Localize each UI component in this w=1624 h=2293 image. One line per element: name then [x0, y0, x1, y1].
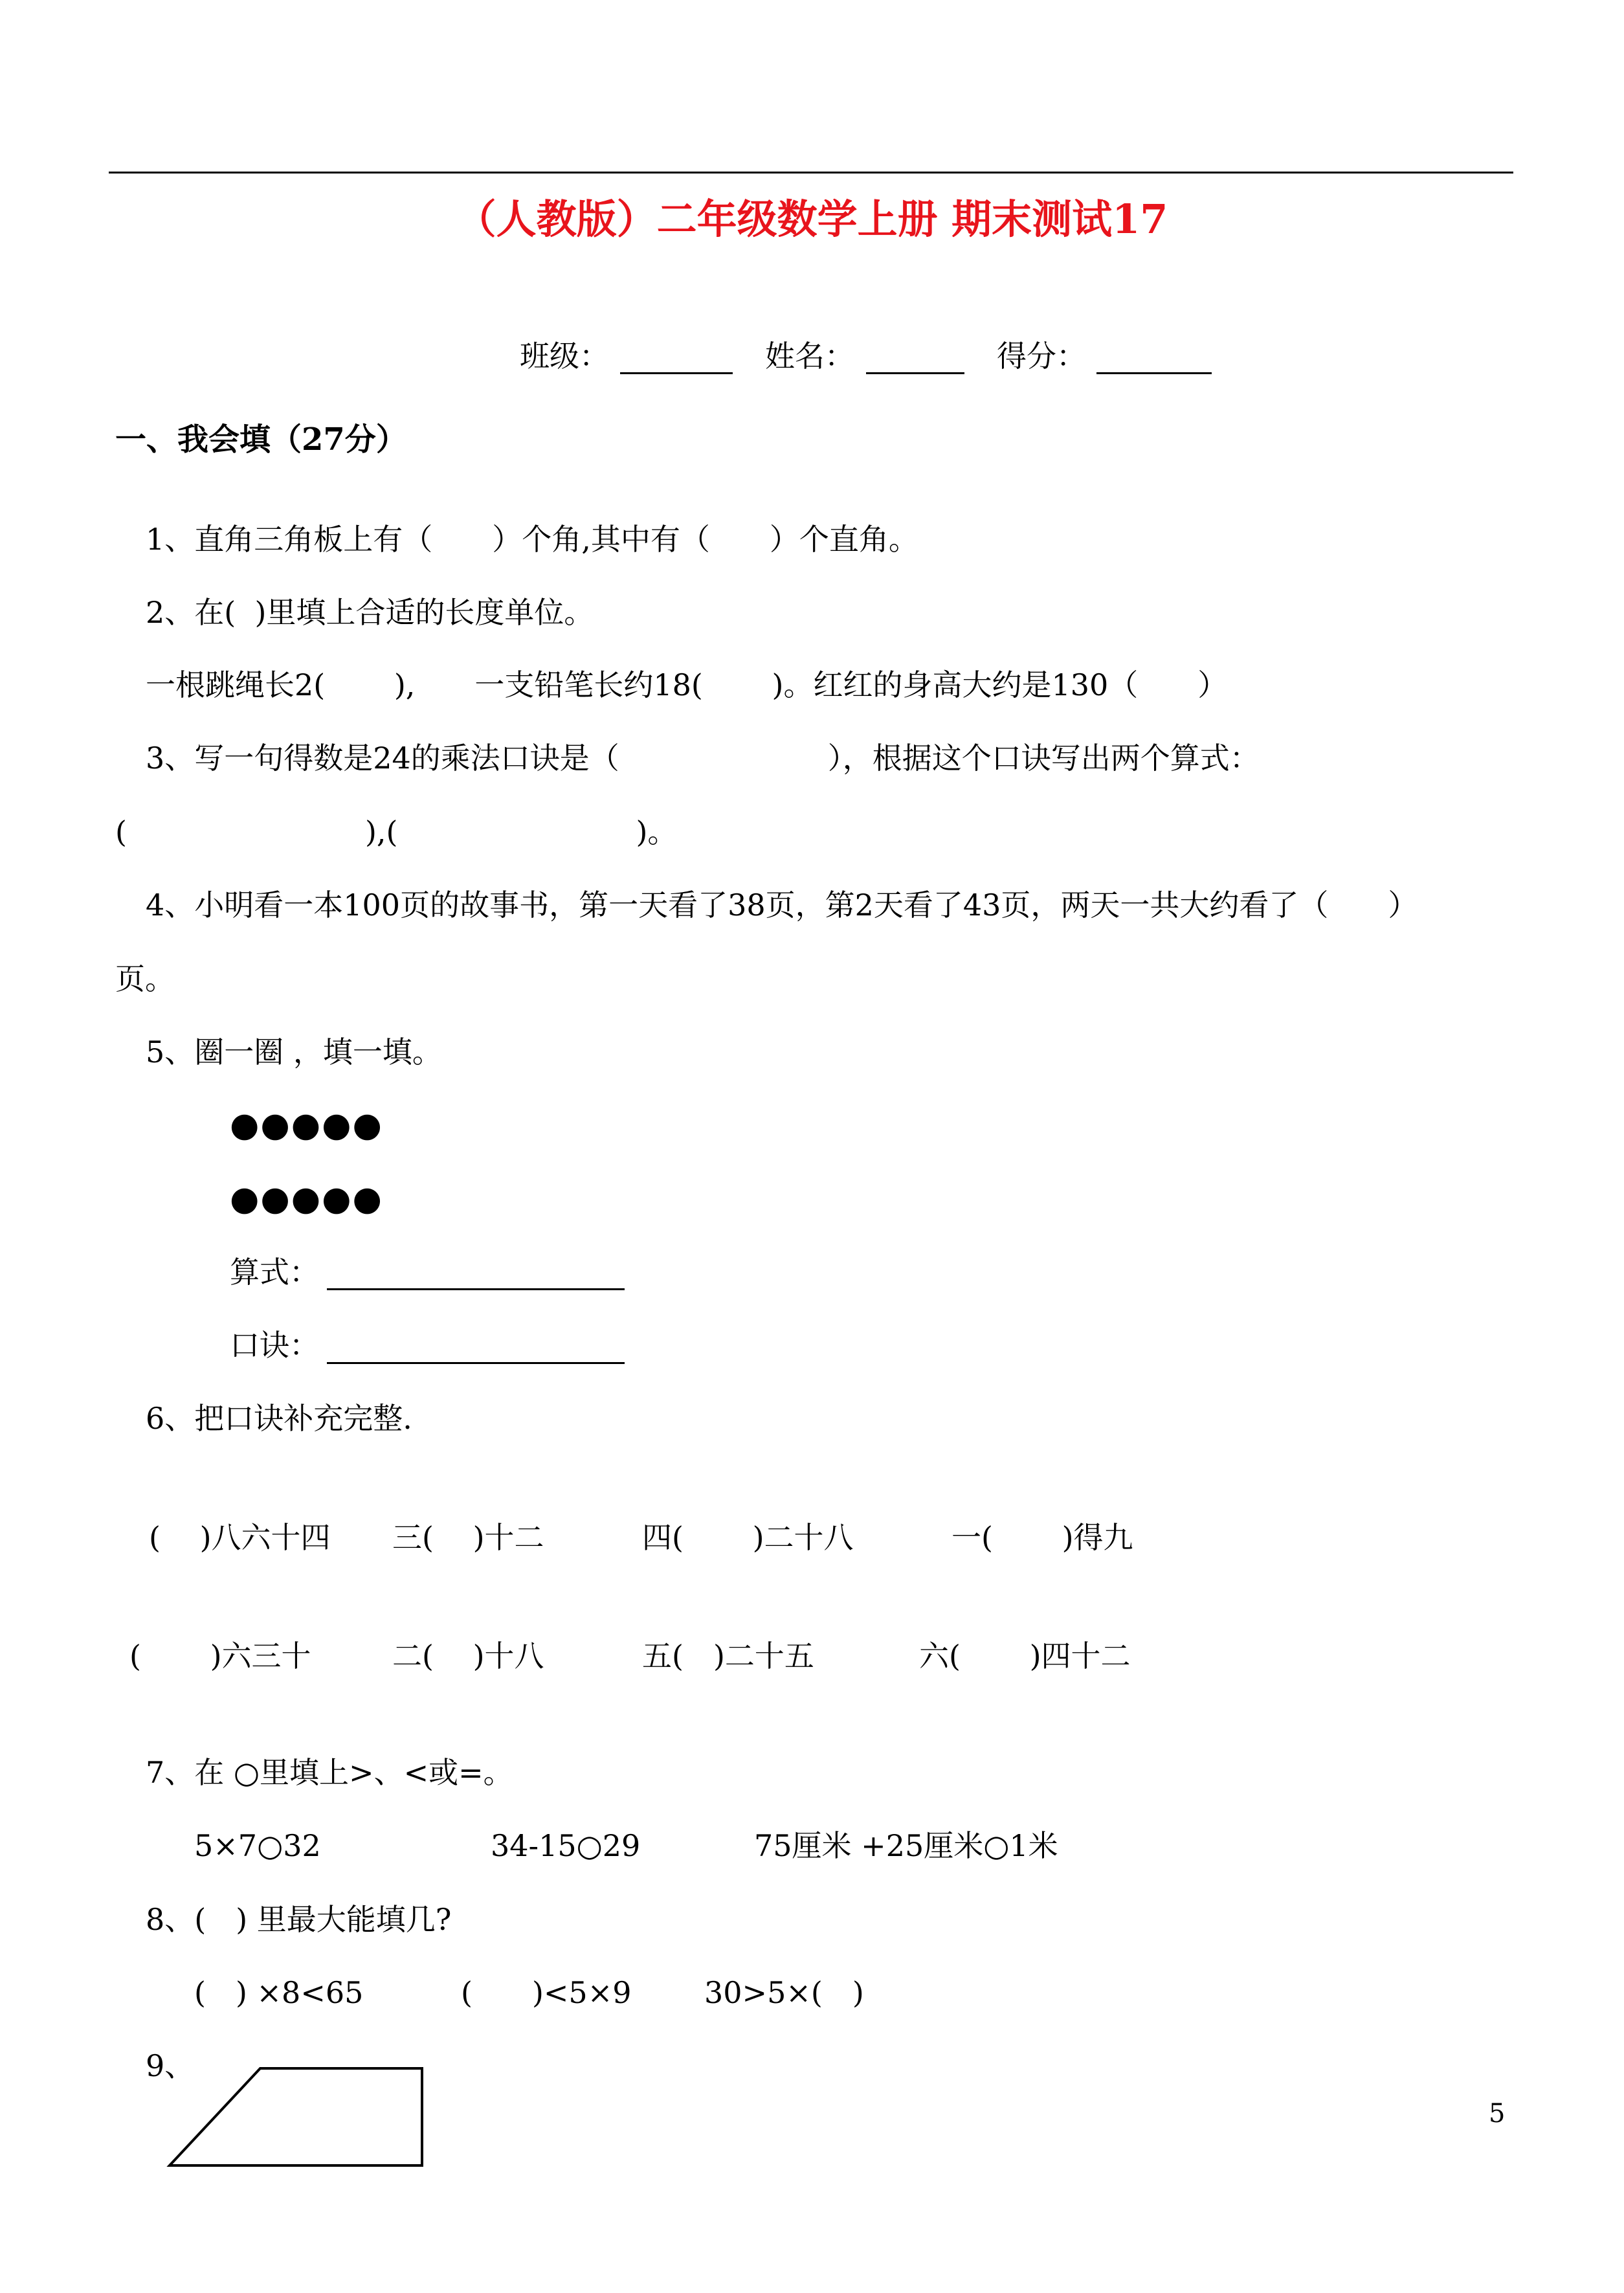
q6-item: 四( )二十八 — [642, 1520, 854, 1555]
top-rule — [109, 172, 1513, 173]
q8-item: ( )<5×9 — [461, 1975, 632, 2010]
trapezoid-figure — [162, 2062, 434, 2172]
rhyme-blank[interactable] — [327, 1362, 625, 1364]
question-2: 2、在( )里填上合适的长度单位。 — [146, 595, 594, 630]
question-1: 1、直角三角板上有（ ）个角,其中有（ ）个直角。 — [146, 522, 918, 557]
q6-item: 六( )四十二 — [919, 1639, 1131, 1673]
question-7: 7、在 ○里填上>、<或=。 — [146, 1755, 513, 1790]
question-3-line1: 3、写一句得数是24的乘法口诀是（ ），根据这个口诀写出两个算式： — [146, 741, 1260, 776]
question-8: 8、( ) 里最大能填几? — [146, 1902, 452, 1937]
q6-item: 二( )十八 — [392, 1639, 544, 1673]
page-title: （人教版）二年级数学上册 期末测试17 — [456, 196, 1168, 243]
question-6: 6、把口诀补充完整. — [146, 1401, 412, 1436]
question-9: 9、 — [146, 2048, 195, 2083]
question-2-line: 一根跳绳长2( ), 一支铅笔长约18( )。红红的身高大约是130（ ） — [146, 667, 1228, 702]
question-4-line1: 4、小明看一本100页的故事书，第一天看了38页，第2天看了43页，两天一共大约看了（ ） — [146, 888, 1418, 923]
formula-label: 算式： — [230, 1255, 319, 1290]
question-5: 5、圈一圈 ，填一填。 — [146, 1035, 442, 1069]
q8-item: 30>5×( ) — [704, 1975, 864, 2010]
q8-item: ( ) ×8<65 — [194, 1975, 364, 2010]
q6-item: ( )八六十四 — [149, 1520, 331, 1555]
dots-row-1: ●●●●● — [230, 1106, 383, 1145]
q6-item: 五( )二十五 — [642, 1639, 814, 1673]
class-blank[interactable] — [620, 372, 733, 374]
score-blank[interactable] — [1096, 372, 1212, 374]
name-blank[interactable] — [866, 372, 964, 374]
question-4-line2: 页。 — [115, 961, 175, 996]
section-heading: 一、我会填（27分） — [115, 421, 407, 458]
page-number: 5 — [1489, 2099, 1506, 2129]
score-label: 得分： — [997, 339, 1086, 374]
question-3-line2: ( ),( )。 — [115, 814, 678, 849]
q7-item: 5×7○32 — [194, 1828, 321, 1863]
q6-item: 一( )得九 — [951, 1520, 1133, 1555]
q7-item: 34-15○29 — [491, 1828, 641, 1863]
q7-item: 75厘米 +25厘米○1米 — [754, 1828, 1058, 1863]
dots-row-2: ●●●●● — [230, 1180, 383, 1218]
formula-blank[interactable] — [327, 1288, 625, 1290]
rhyme-label: 口诀： — [230, 1328, 319, 1363]
q6-item: 三( )十二 — [392, 1520, 544, 1555]
name-label: 姓名： — [765, 339, 854, 374]
class-label: 班级： — [520, 339, 609, 374]
q6-item: ( )六三十 — [129, 1639, 311, 1673]
